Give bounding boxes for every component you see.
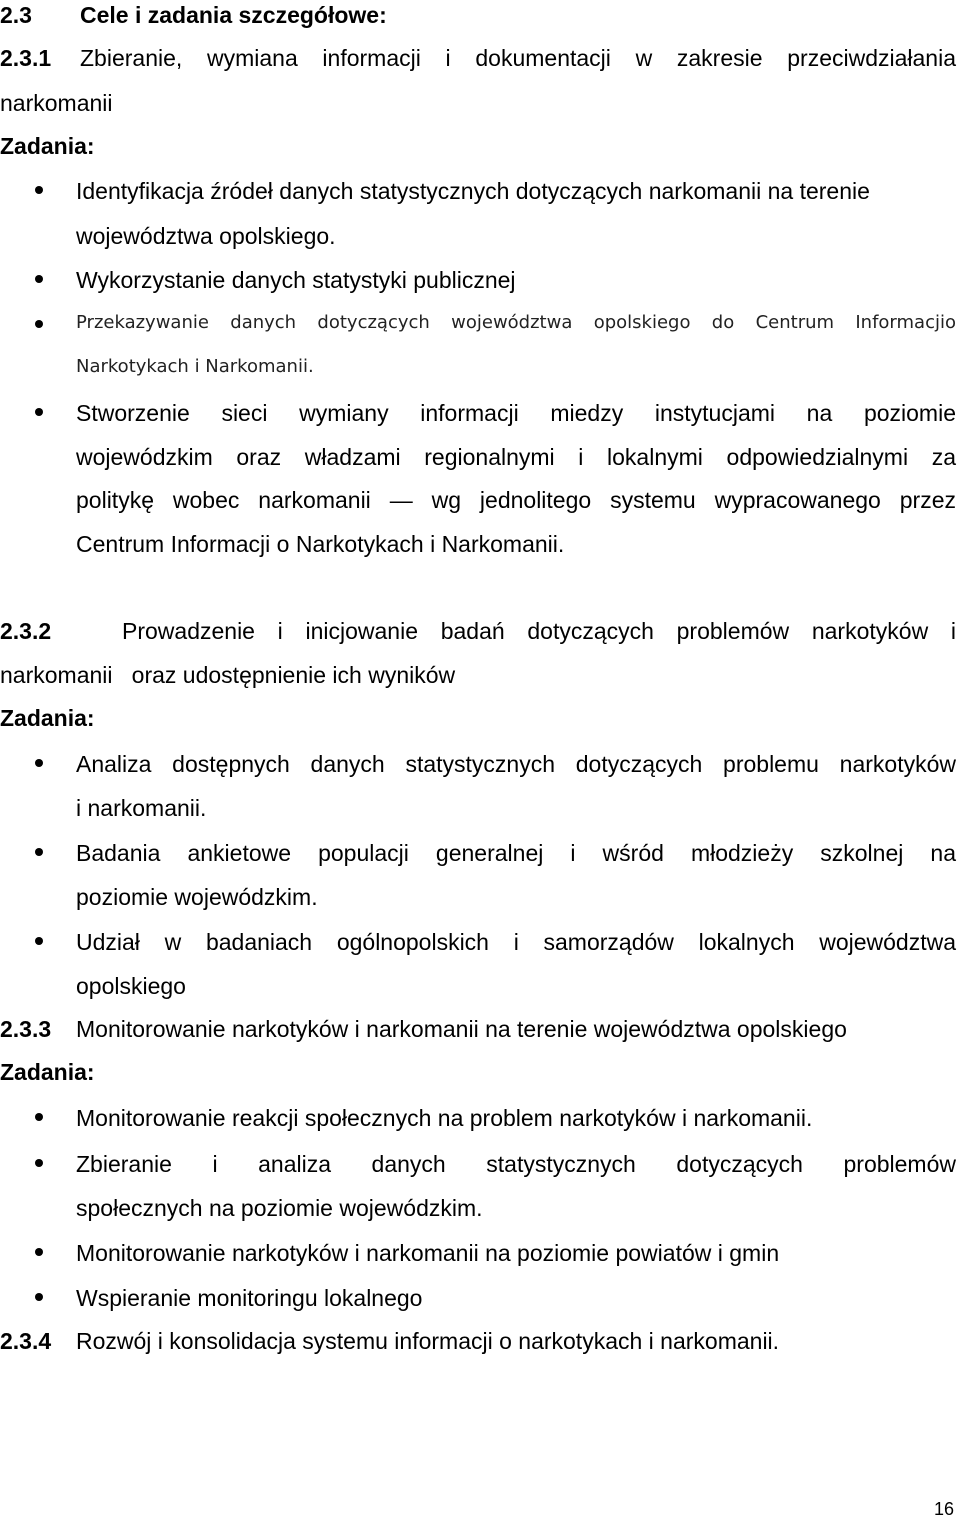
section-title-2-3-3: Monitorowanie narkotyków i narkomanii na terenie województwa opolskiego <box>76 1016 847 1042</box>
bullet-icon <box>35 759 43 767</box>
list-item-line: Narkotykach i Narkomanii. <box>76 356 314 377</box>
bullet-icon <box>35 1159 43 1167</box>
list-item-line: poziomie wojewódzkim. <box>76 884 318 910</box>
section-number-2-3-4: 2.3.4 <box>0 1328 52 1354</box>
page-number: 16 <box>934 1499 955 1519</box>
bullet-icon <box>35 937 43 945</box>
list-item-line: Badania ankietowe populacji generalnej i wśród młodzieży szkolnej na <box>76 840 956 866</box>
list-item-line: Wykorzystanie danych statystyki publicznej <box>76 267 516 293</box>
list-item-line: Zbieranie i analiza danych statystycznych dotyczących problemów <box>76 1151 956 1177</box>
list-item-line: Wspieranie monitoringu lokalnego <box>76 1285 423 1311</box>
list-item-line: politykę wobec narkomanii — wg jednolitego systemu wypracowanego przez <box>76 487 956 513</box>
section-number-2-3-3: 2.3.3 <box>0 1016 52 1042</box>
list-item-line: Centrum Informacji o Narkotykach i Narkomanii. <box>76 531 565 557</box>
list-item-line: Monitorowanie reakcji społecznych na problem narkotyków i narkomanii. <box>76 1105 813 1131</box>
tasks-label: Zadania: <box>0 705 95 731</box>
list-item-line: województwa opolskiego. <box>76 223 336 249</box>
bullet-icon <box>35 848 43 856</box>
bullet-icon <box>35 275 43 283</box>
section-title-2-3-2-line2: narkomanii oraz udostępnienie ich wyników <box>0 662 456 688</box>
list-item-line: i narkomanii. <box>76 795 207 821</box>
list-item-line: Przekazywanie danych dotyczących województwa opolskiego do Centrum Informacjio <box>76 312 956 333</box>
section-title-2-3-1-line1: Zbieranie, wymiana informacji i dokumentacji w zakresie przeciwdziałania <box>80 45 956 71</box>
section-title-2-3-1-line2: narkomanii <box>0 90 113 116</box>
bullet-icon <box>35 1293 43 1301</box>
section-number-2-3: 2.3 <box>0 2 32 28</box>
list-item-line: Identyfikacja źródeł danych statystycznych dotyczących narkomanii na terenie <box>76 178 870 204</box>
list-item-line: Udział w badaniach ogólnopolskich i samorządów lokalnych województwa <box>76 929 956 955</box>
list-item-line: wojewódzkim oraz władzami regionalnymi i lokalnymi odpowiedzialnymi za <box>76 444 956 470</box>
list-item-line: Analiza dostępnych danych statystycznych dotyczących problemu narkotyków <box>76 751 956 777</box>
list-item-line: opolskiego <box>76 973 186 999</box>
bullet-icon <box>35 1113 43 1121</box>
tasks-label: Zadania: <box>0 133 95 159</box>
list-item-line: Stworzenie sieci wymiany informacji miedzy instytucjami na poziomie <box>76 400 956 426</box>
bullet-icon <box>35 1248 43 1256</box>
list-item-line: Monitorowanie narkotyków i narkomanii na poziomie powiatów i gmin <box>76 1240 780 1266</box>
bullet-icon <box>35 408 43 416</box>
bullet-icon <box>35 320 43 328</box>
tasks-label: Zadania: <box>0 1059 95 1085</box>
section-title-2-3-2-line1: Prowadzenie i inicjowanie badań dotyczących problemów narkotyków i <box>122 618 956 644</box>
section-title-2-3-4: Rozwój i konsolidacja systemu informacji o narkotykach i narkomanii. <box>76 1328 780 1354</box>
bullet-icon <box>35 186 43 194</box>
section-title-2-3: Cele i zadania szczegółowe: <box>80 2 387 28</box>
section-number-2-3-2: 2.3.2 <box>0 618 52 644</box>
list-item-line: społecznych na poziomie wojewódzkim. <box>76 1195 483 1221</box>
section-number-2-3-1: 2.3.1 <box>0 45 52 71</box>
